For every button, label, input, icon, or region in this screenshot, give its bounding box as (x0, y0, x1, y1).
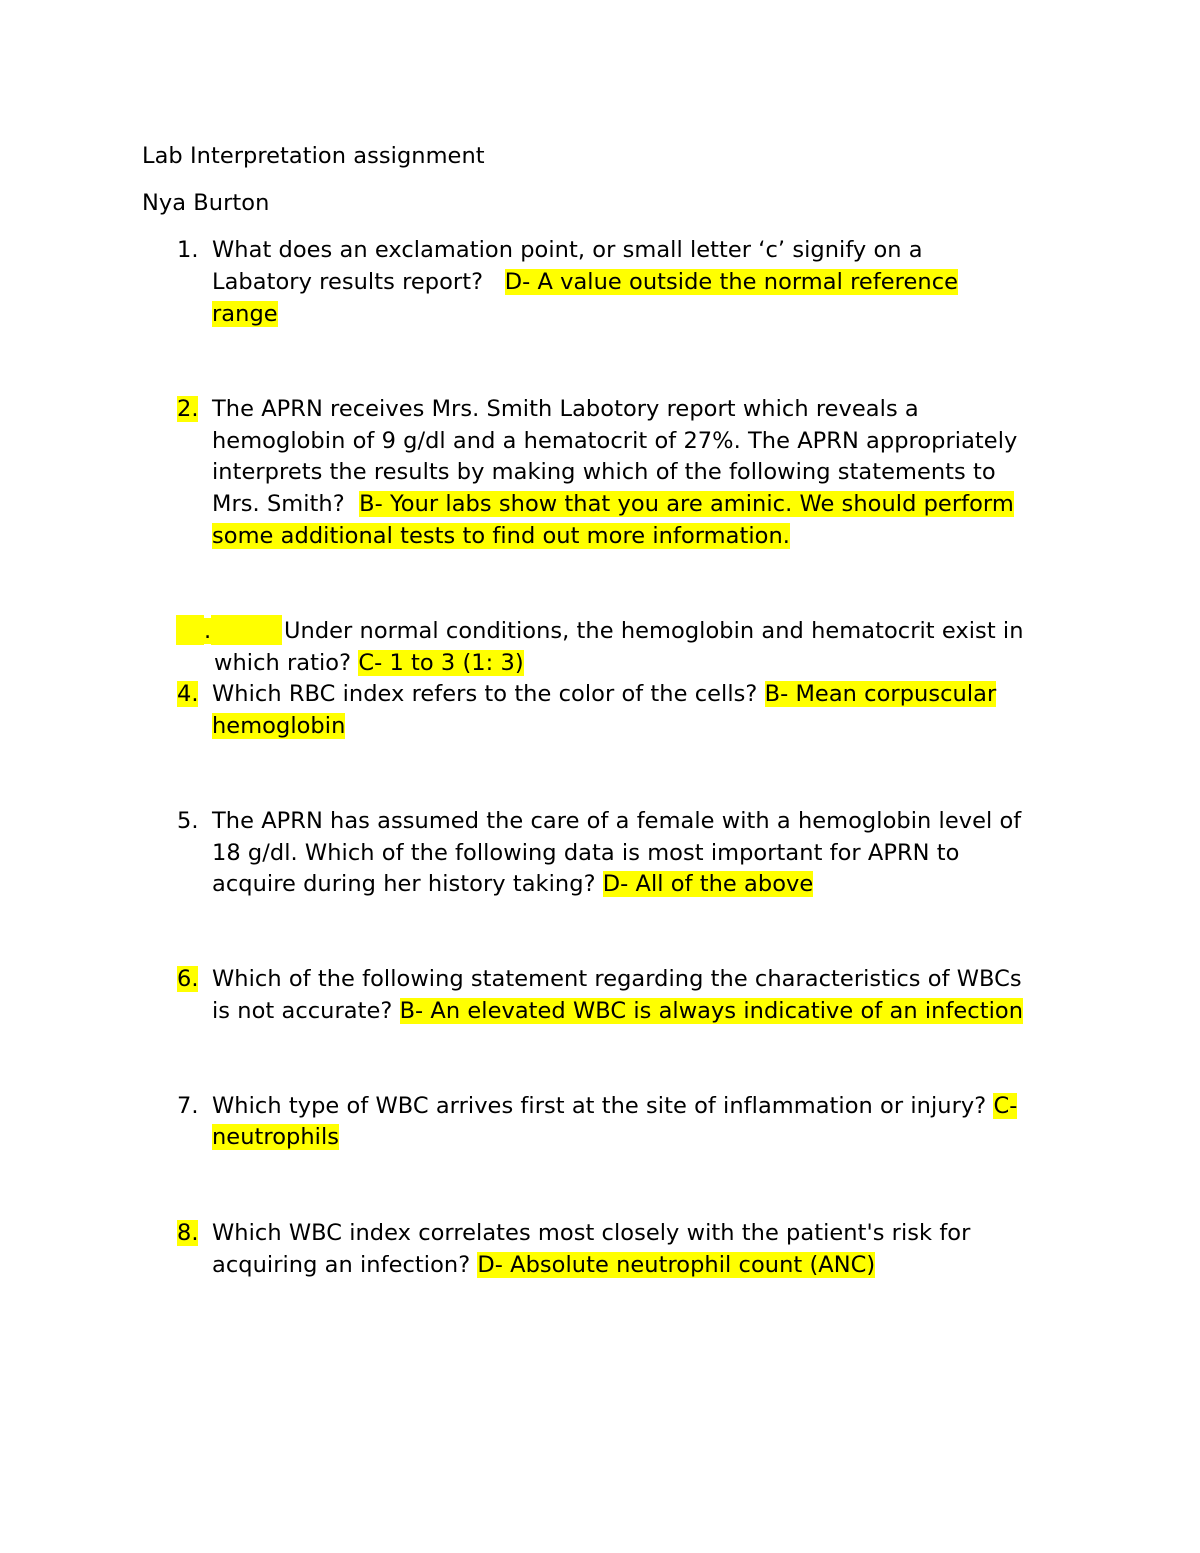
author-name: Nya Burton (142, 190, 270, 216)
question-line (284, 615, 1024, 647)
question-line (212, 425, 1017, 457)
answer-highlight: B- An elevated WBC is always indicative of an infection (399, 998, 1024, 1024)
question-text: The APRN receives Mrs. Smith Labotory report which reveals a (212, 396, 919, 422)
question-text: interprets the results by making which of the following statements to (212, 459, 996, 485)
question-text: hemoglobin of 9 g/dl and a hematocrit of 27%. The APRN appropriately (212, 428, 1018, 454)
question-line (212, 678, 996, 710)
answer-highlight: hemoglobin (212, 713, 346, 739)
question-line (212, 488, 1014, 520)
answer-highlight: D- A value outside the normal reference (504, 269, 959, 295)
question-text: is not accurate? (212, 998, 400, 1024)
question-line (214, 647, 524, 679)
answer-highlight: C- 1 to 3 (1: 3) (358, 650, 524, 676)
question-line (212, 837, 959, 869)
question-line (212, 963, 1022, 995)
question-text: Under normal conditions, the hemoglobin and hematocrit exist in (284, 618, 1024, 644)
question-text: acquire during her history taking? (212, 871, 603, 897)
question-text: 18 g/dl. Which of the following data is most important for APRN to (212, 840, 960, 866)
question-line (212, 868, 813, 900)
answer-highlight: B- Mean corpuscular (764, 681, 997, 707)
question-number-highlight: 4. (177, 681, 199, 707)
question-number-highlight: 2. (177, 396, 199, 422)
question-line (212, 266, 958, 298)
question-number: 5. (177, 808, 199, 834)
answer-highlight: C- (993, 1093, 1018, 1119)
question-text: Labatory results report? (212, 269, 505, 295)
answer-highlight: some additional tests to find out more information. (212, 523, 790, 549)
question-line (212, 1090, 1017, 1122)
question-number: 7. (177, 1093, 199, 1119)
question-line (212, 805, 1021, 837)
question-number (177, 393, 198, 425)
question-number-highlight: 6. (177, 966, 199, 992)
question-text: Which of the following statement regarding the characteristics of WBCs (212, 966, 1022, 992)
question-number-highlight: 8. (177, 1220, 199, 1246)
question-line (212, 234, 923, 266)
question-text: Which WBC index correlates most closely with the patient's risk for (212, 1220, 971, 1246)
answer-highlight: D- All of the above (602, 871, 814, 897)
answer-highlight: B- Your labs show that you are aminic. We should perform (359, 491, 1014, 517)
question-line (212, 520, 790, 552)
document-title: Lab Interpretation assignment (142, 143, 485, 169)
question-line (212, 393, 919, 425)
question-line (212, 1249, 875, 1281)
question-text: The APRN has assumed the care of a female with a hemoglobin level of (212, 808, 1022, 834)
question-number (177, 1217, 198, 1249)
answer-highlight: D- Absolute neutrophil count (ANC) (477, 1252, 876, 1278)
question-number (176, 615, 282, 647)
answer-highlight: neutrophils (212, 1124, 340, 1150)
question-line (212, 995, 1023, 1027)
question-number-highlight: . (204, 618, 212, 644)
question-text: What does an exclamation point, or small letter ‘c’ signify on a (212, 237, 923, 263)
question-text: Mrs. Smith? (212, 491, 360, 517)
question-line (212, 710, 345, 742)
question-text: Which RBC index refers to the color of the cells? (212, 681, 765, 707)
question-number: 1. (177, 237, 199, 263)
question-text: acquiring an infection? (212, 1252, 478, 1278)
question-number (177, 963, 198, 995)
question-line (212, 1121, 339, 1153)
question-line (212, 298, 278, 330)
question-text: Which type of WBC arrives first at the site of inflammation or injury? (212, 1093, 994, 1119)
question-line (212, 456, 996, 488)
answer-highlight: range (212, 301, 278, 327)
question-number (177, 678, 198, 710)
question-text: which ratio? (214, 650, 359, 676)
question-line (212, 1217, 970, 1249)
